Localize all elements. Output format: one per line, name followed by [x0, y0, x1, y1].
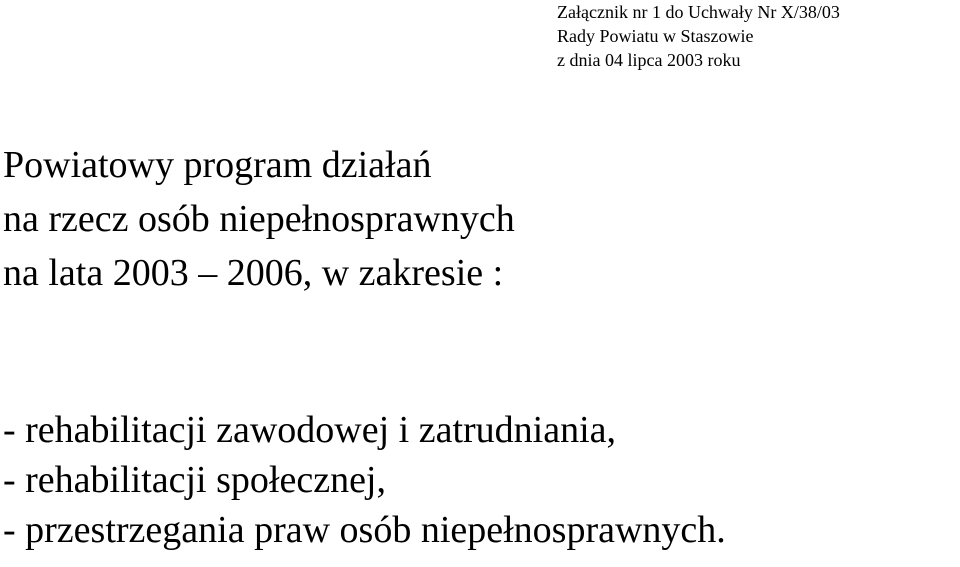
annex-line-1: Załącznik nr 1 do Uchwały Nr X/38/03 — [557, 2, 840, 22]
scope-item-vocational-rehabilitation: - rehabilitacji zawodowej i zatrudniania, — [3, 409, 617, 451]
title-line-3: na lata 2003 – 2006, w zakresie : — [3, 252, 504, 294]
annex-header — [557, 0, 840, 72]
scope-item-rights-observance: - przestrzegania praw osób niepełnosprawnych. — [3, 509, 726, 551]
program-title — [3, 138, 515, 300]
title-line-2: na rzecz osób niepełnosprawnych — [3, 198, 515, 240]
annex-line-2: Rady Powiatu w Staszowie — [557, 26, 754, 46]
title-line-1: Powiatowy program działań — [3, 144, 432, 186]
scope-item-social-rehabilitation: - rehabilitacji społecznej, — [3, 459, 386, 501]
scope-list — [3, 405, 726, 555]
annex-line-3: z dnia 04 lipca 2003 roku — [557, 50, 741, 70]
